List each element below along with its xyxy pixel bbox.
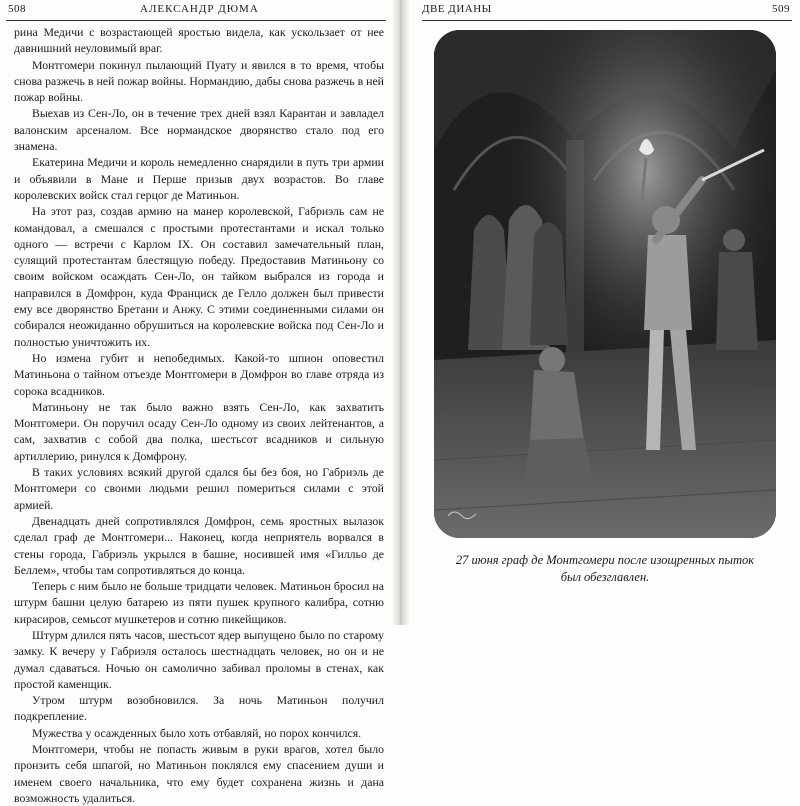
body-text <box>14 24 384 806</box>
book-gutter <box>392 0 410 625</box>
paragraph: Теперь с ним было не больше тридцати человек. Матиньон бросил на штурм башни целую батарею из пяти пушек крупного калибра, сотню кирасиров, семьсот мушкетеров и сотню пикейщиков. <box>14 579 384 626</box>
caption-line-2: был обезглавлен. <box>560 570 650 584</box>
caption-line-1: 27 июня граф де Монтгомери после изощренных пыток <box>455 553 755 567</box>
header-rule-left <box>6 20 386 21</box>
left-page <box>0 0 392 805</box>
running-head-left: АЛЕКСАНДР ДЮМА <box>140 3 259 15</box>
engraving-drawing <box>434 30 776 538</box>
paragraph: Екатерина Медичи и король немедленно снарядили в путь три армии и объявили в Мане и Перше призыв двух возрастов. Во главе королевских войск стал герцог де Матиньон. <box>14 155 384 202</box>
header-rule-right <box>422 20 792 21</box>
paragraph: Двенадцать дней сопротивлялся Домфрон, семь яростных вылазок сделал граф де Монтгомери... Наконец, когда неприятель ворвался в стены города, Габриэль укрылся в башне, носившей имя «Гилльо де Беллем», чтобы там сопротивляться до конца. <box>14 513 384 577</box>
engraving-illustration <box>434 30 776 538</box>
paragraph: Монтгомери покинул пылающий Пуату и явился в то время, чтобы снова разжечь в ней пожар войны. Нормандию, дабы снова разжечь в ней пожар войны. <box>14 57 384 105</box>
paragraph: Мужества у осажденных было хоть отбавляй, но порох кончился. <box>32 725 362 740</box>
right-page <box>410 0 800 625</box>
paragraph: Утром штурм возобновился. За ночь Матиньон получил подкрепление. <box>14 693 384 724</box>
page-number-right: 509 <box>772 3 790 15</box>
paragraph: Штурм длился пять часов, шестьсот ядер выпущено было по старому замку. К вечеру у Габриэля осталось шестнадцать человек, но он и не думал сдаваться. Ночью он самолично забивал проломы в стенах, как простой каменщик. <box>14 627 384 691</box>
paragraph: Выехав из Сен-Ло, он в течение трех дней взял Карантан и завладел валонским арсеналом. Все нормандское дворянство стало под его знамена. <box>14 106 384 154</box>
paragraph: В таких условиях всякий другой сдался бы без боя, но Габриэль де Монтгомери со своими людьми решил помериться силами с этой армией. <box>14 465 384 512</box>
paragraph: рина Медичи с возрастающей яростью видела, как ускользает от нее давнишний неуловимый враг. <box>14 25 384 56</box>
paragraph: На этот раз, создав армию на манер королевской, Габриэль сам не командовал, а смешался с простыми протестантами и искал только одного — встречи с Карлом IX. Он составил замечательный план, сулящий протестантам блестящую победу. Предоставив Матиньону со своим войском осаждать Сен-Ло, он тайком выбрался из города и направился в Домфрон, куда Франциск де Гелло должен был привести ему все дворянство Бретани и Анжу. С этими соединенными силами он собирался неожиданно обрушиться на королевские войска под Сен-Ло и полностью уничтожить их. <box>14 204 384 349</box>
illustration-caption <box>430 552 780 586</box>
paragraph: Но измена губит и непобедимых. Какой-то шпион оповестил Матиньона о тайном отъезде Монтгомери в Домфрон во главе отряда из сорока всадников. <box>14 350 384 398</box>
running-head-right: ДВЕ ДИАНЫ <box>422 3 492 15</box>
page-number-left: 508 <box>8 3 26 15</box>
paragraph: Матиньону не так было важно взять Сен-Ло, как захватить Монтгомери. Он поручил осаду Сен-Ло одному из своих лейтенантов, а сам, захватив с собой два полка, шестьсот всадников и сильную артиллерию, ринулся к Домфрону. <box>14 399 384 463</box>
paragraph: Монтгомери, чтобы не попасть живым в руки врагов, хотел было пронзить себя шпагой, но Матиньон поклялся ему спасением души и именем своего начальника, что ему будет сохранена жизнь и дана возможность удалиться. <box>14 742 384 805</box>
